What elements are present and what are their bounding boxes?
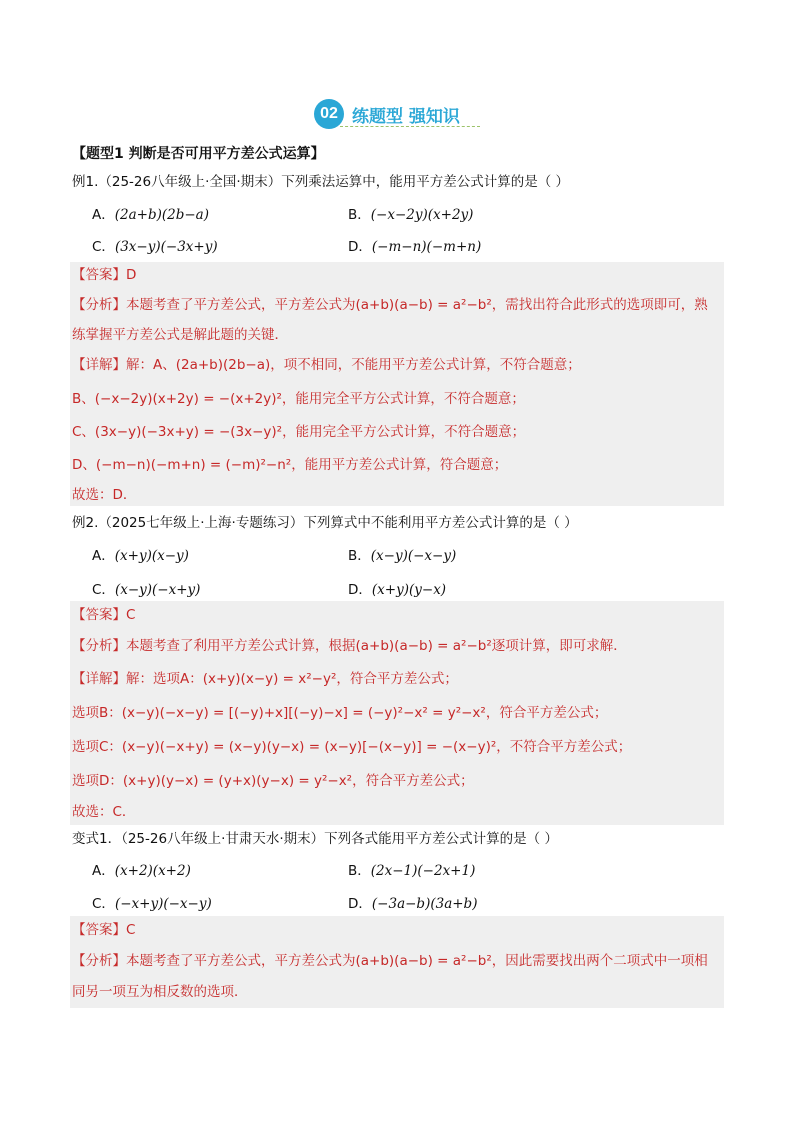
section-header-title: 练题型 强知识 bbox=[352, 106, 460, 127]
example1-stem: 例1.（25-26八年级上·全国·期末）下列乘法运算中，能用平方差公式计算的是（ ） bbox=[72, 174, 569, 190]
example1-detail: 【详解】解：A、(2a+b)(2b−a)，项不相同，不能用平方差公式计算，不符合题意； bbox=[72, 357, 581, 373]
variant1-option-b: B．(2x−1)(−2x+1) bbox=[348, 863, 476, 879]
example2-detail: 【详解】解：选项A：(x+y)(x−y) = x²−y²，符合平方差公式； bbox=[72, 671, 458, 687]
example1-detail-d: D、(−m−n)(−m+n) = (−m)²−n²，能用平方差公式计算，符合题意； bbox=[72, 457, 508, 473]
example2-analysis: 【分析】本题考查了利用平方差公式计算，根据(a+b)(a−b) = a²−b²逐项计算，即可求解． bbox=[72, 638, 627, 654]
example2-conclusion: 故选：C． bbox=[72, 804, 136, 820]
example1-detail-b: B、(−x−2y)(x+2y) = −(x+2y)²，能用完全平方公式计算，不符合题意； bbox=[72, 391, 525, 407]
question-type-title: 【题型1 判断是否可用平方差公式运算】 bbox=[72, 146, 325, 162]
example1-option-a: A．(2a+b)(2b−a) bbox=[92, 207, 209, 223]
variant1-option-d: D．(−3a−b)(3a+b) bbox=[348, 896, 478, 912]
example1-answer: 【答案】D bbox=[72, 267, 137, 283]
variant1-option-a: A．(x+2)(x+2) bbox=[92, 863, 191, 879]
example1-option-d: D．(−m−n)(−m+n) bbox=[348, 239, 482, 255]
example1-analysis-cont: 练掌握平方差公式是解此题的关键． bbox=[72, 327, 288, 343]
example2-detail-b: 选项B：(x−y)(−x−y) = [(−y)+x][(−y)−x] = (−y)²−x² = y²−x²，符合平方差公式； bbox=[72, 705, 608, 721]
example2-option-a: A．(x+y)(x−y) bbox=[92, 548, 189, 564]
example2-option-c: C．(x−y)(−x+y) bbox=[92, 582, 201, 598]
variant1-answer: 【答案】C bbox=[72, 922, 136, 938]
variant1-option-c: C．(−x+y)(−x−y) bbox=[92, 896, 212, 912]
example2-detail-c: 选项C：(x−y)(−x+y) = (x−y)(y−x) = (x−y)[−(x−y)] = −(x−y)²，不符合平方差公式； bbox=[72, 739, 632, 755]
example1-detail-c: C、(3x−y)(−3x+y) = −(3x−y)²，能用完全平方公式计算，不符合题意； bbox=[72, 424, 526, 440]
example2-detail-d: 选项D：(x+y)(y−x) = (y+x)(y−x) = y²−x²，符合平方差公式； bbox=[72, 773, 474, 789]
example2-option-d: D．(x+y)(y−x) bbox=[348, 582, 447, 598]
example1-option-b: B．(−x−2y)(x+2y) bbox=[348, 207, 474, 223]
example1-analysis: 【分析】本题考查了平方差公式，平方差公式为(a+b)(a−b) = a²−b²，需找出符合此形式的选项即可，熟 bbox=[72, 297, 708, 313]
header-divider bbox=[340, 126, 480, 127]
variant1-stem: 变式1．（25-26八年级上·甘肃天水·期末）下列各式能用平方差公式计算的是（ ） bbox=[72, 831, 558, 847]
variant1-analysis-cont: 同另一项互为相反数的选项． bbox=[72, 984, 248, 1000]
example1-conclusion: 故选：D． bbox=[72, 487, 137, 503]
example2-answer: 【答案】C bbox=[72, 607, 136, 623]
section-number-badge: 02 bbox=[314, 99, 344, 129]
example2-option-b: B．(x−y)(−x−y) bbox=[348, 548, 457, 564]
variant1-analysis: 【分析】本题考查了平方差公式，平方差公式为(a+b)(a−b) = a²−b²，因此需要找出两个二项式中一项相 bbox=[72, 953, 708, 969]
example1-option-c: C．(3x−y)(−3x+y) bbox=[92, 239, 218, 255]
example2-stem: 例2.（2025七年级上·上海·专题练习）下列算式中不能利用平方差公式计算的是（ ） bbox=[72, 515, 578, 531]
